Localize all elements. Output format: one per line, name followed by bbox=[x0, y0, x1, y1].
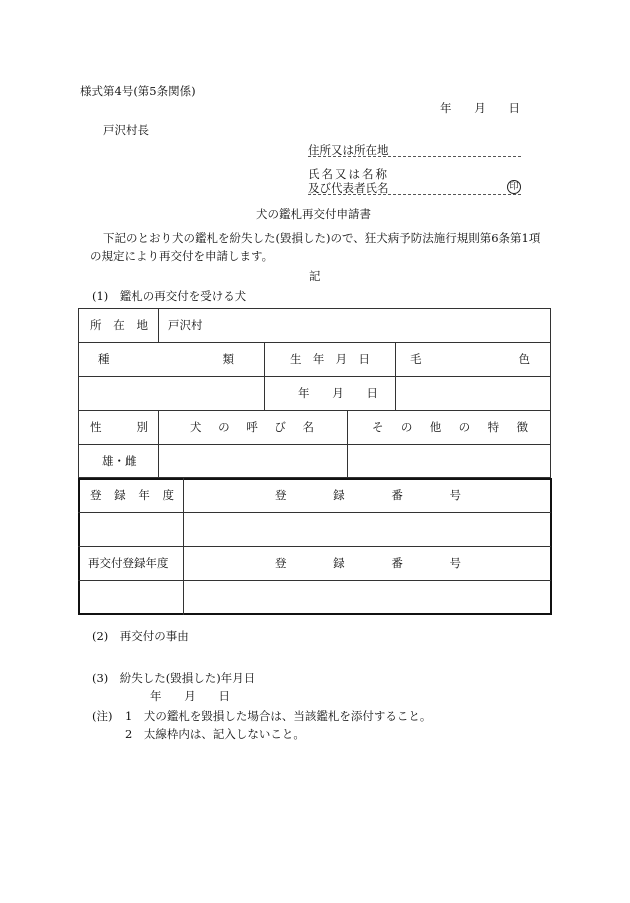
date-year: 年 bbox=[440, 101, 452, 115]
form-number: 様式第4号(第5条関係) bbox=[80, 84, 196, 98]
sex-label: 性 別 bbox=[90, 420, 148, 434]
note-2: 2 太線枠内は、記入しないこと。 bbox=[125, 727, 305, 741]
name-label-1: 氏名又は名称 bbox=[308, 167, 389, 181]
date-month: 月 bbox=[474, 101, 486, 115]
date-day: 日 bbox=[508, 101, 520, 115]
registration-year-label: 登 録 年 度 bbox=[90, 488, 174, 502]
kind-input[interactable] bbox=[79, 342, 264, 410]
registration-number-label: 登 録 番 号 bbox=[275, 488, 461, 502]
features-label: そ の 他 の 特 徴 bbox=[372, 420, 528, 434]
loss-date[interactable]: 年 月 日 bbox=[150, 689, 230, 703]
birth-date-label: 生 年 月 日 bbox=[290, 352, 370, 366]
kind-label: 種 類 bbox=[98, 352, 234, 366]
name-label-2: 及び代表者氏名 bbox=[308, 181, 389, 195]
body-line-2: の規定により再交付を申請します。 bbox=[90, 249, 274, 263]
section1-heading: (1) 鑑札の再交付を受ける犬 bbox=[92, 289, 247, 303]
ki-mark: 記 bbox=[309, 269, 321, 283]
address-label: 住所又は所在地 bbox=[308, 143, 389, 157]
notes-prefix: (注) bbox=[92, 709, 113, 723]
location-value[interactable]: 戸沢村 bbox=[168, 318, 203, 332]
section2-heading: (2) 再交付の事由 bbox=[92, 629, 189, 643]
sex-value[interactable]: 雄・雌 bbox=[102, 454, 137, 468]
section3-heading: (3) 紛失した(毀損した)年月日 bbox=[92, 671, 256, 685]
reissue-year-label: 再交付登録年度 bbox=[88, 556, 169, 570]
birth-date-input[interactable]: 年 月 日 bbox=[298, 386, 378, 400]
submission-date bbox=[440, 100, 520, 116]
name-underline bbox=[308, 194, 521, 195]
dog-name-label: 犬 の 呼 び 名 bbox=[190, 420, 314, 434]
location-label: 所 在 地 bbox=[90, 318, 148, 332]
addressee: 戸沢村長 bbox=[103, 123, 149, 137]
body-line-1: 下記のとおり犬の鑑札を紛失した(毀損した)ので、狂犬病予防法施行規則第6条第1項 bbox=[103, 231, 541, 245]
seal-mark: 印 bbox=[507, 180, 521, 194]
coat-color-label: 毛 色 bbox=[410, 352, 530, 366]
note-1: 1 犬の鑑札を毀損した場合は、当該鑑札を添付すること。 bbox=[125, 709, 432, 723]
document-title: 犬の鑑札再交付申請書 bbox=[256, 207, 371, 221]
reissue-number-label: 登 録 番 号 bbox=[275, 556, 461, 570]
address-underline bbox=[308, 156, 521, 157]
